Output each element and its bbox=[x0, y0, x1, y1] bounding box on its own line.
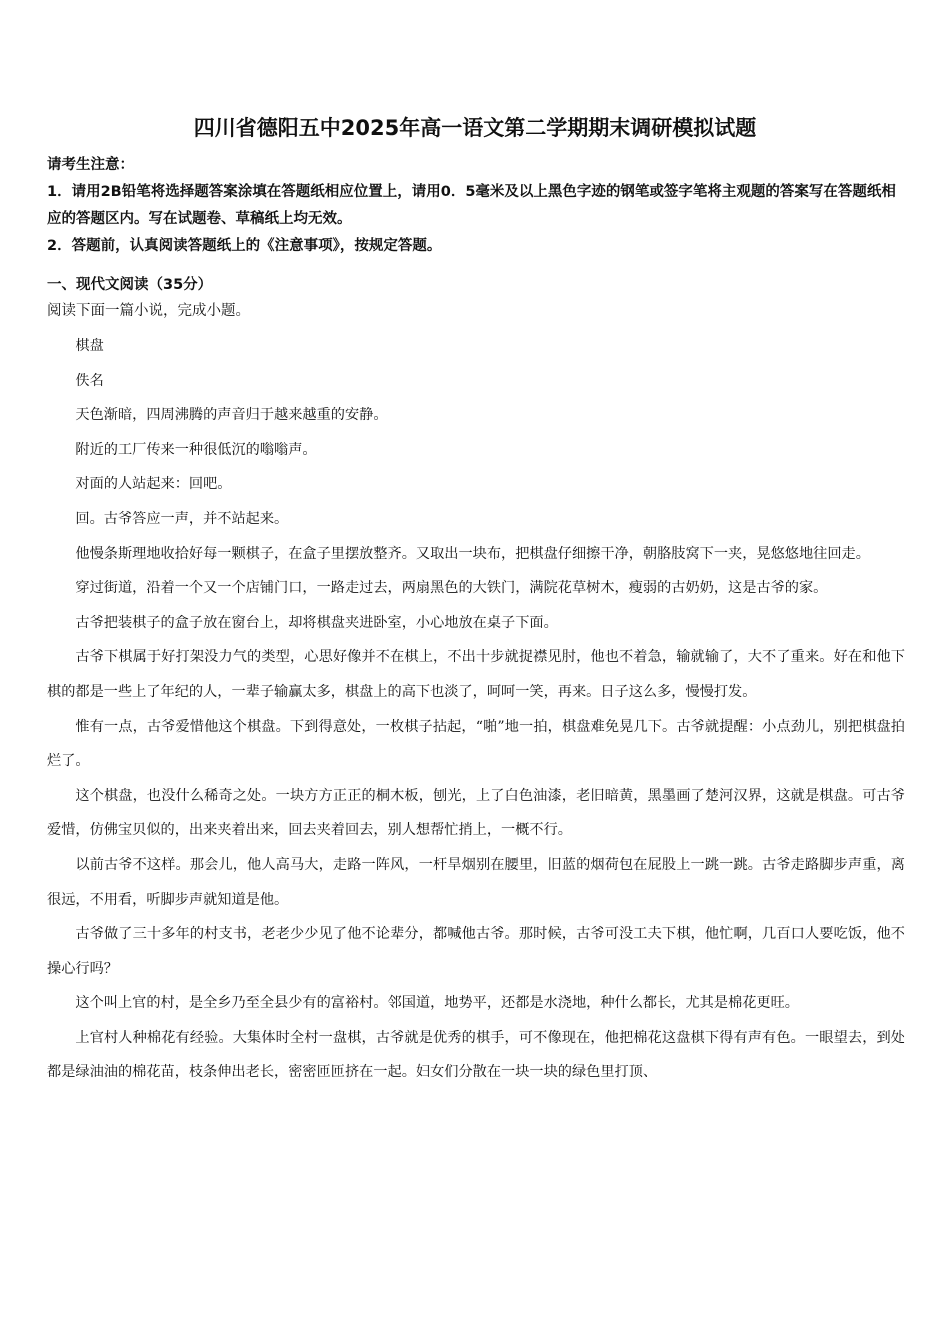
story-body bbox=[47, 329, 905, 1090]
notice-heading: 请考生注意： bbox=[47, 157, 134, 173]
section-heading: 一、现代文阅读（35分） bbox=[47, 277, 213, 293]
notice-item: 2．答题前，认真阅读答题纸上的《注意事项》，按规定答题。 bbox=[47, 238, 442, 254]
document-title: 四川省德阳五中2025年高一语文第二学期期末调研模拟试题 bbox=[193, 116, 757, 140]
story-paragraph: 他慢条斯理地收拾好每一颗棋子，在盒子里摆放整齐。又取出一块布，把棋盘仔细擦干净，朝胳肢窝下一夹，晃悠悠地往回走。 bbox=[75, 545, 870, 562]
story-paragraph: 这个叫上官的村，是全乡乃至全县少有的富裕村。邻国道，地势平，还都是水浇地，种什么都长，尤其是棉花更旺。 bbox=[75, 995, 799, 1012]
story-paragraph: 古爷把装棋子的盒子放在窗台上，却将棋盘夹进卧室，小心地放在桌子下面。 bbox=[75, 614, 558, 631]
story-paragraph: 惟有一点，古爷爱惜他这个棋盘。下到得意处，一枚棋子拈起，“啪”地一拍，棋盘难免晃几下。古爷就提醒：小点劲儿，别把棋盘拍烂了。 bbox=[47, 718, 905, 770]
story-paragraph: 这个棋盘，也没什么稀奇之处。一块方方正正的桐木板，刨光，上了白色油漆，老旧暗黄，黑墨画了楚河汉界，这就是棋盘。可古爷爱惜，仿佛宝贝似的，出来夹着出来，回去夹着回去，别人想帮忙捎上，一概不行。 bbox=[47, 787, 905, 839]
exam-notice bbox=[47, 152, 905, 260]
story-paragraph: 回。古爷答应一声，并不站起来。 bbox=[75, 510, 289, 527]
story-paragraph: 对面的人站起来：回吧。 bbox=[75, 476, 232, 493]
story-paragraph: 古爷下棋属于好打架没力气的类型，心思好像并不在棋上，不出十步就捉襟见肘，他也不着急，输就输了，大不了重来。好在和他下棋的都是一些上了年纪的人，一辈子输赢太多，棋盘上的高下也淡了，呵呵一笑，再来。日子这么多，慢慢打发。 bbox=[47, 649, 905, 700]
section-instruction: 阅读下面一篇小说，完成小题。 bbox=[47, 303, 250, 319]
story-paragraph: 古爷做了三十多年的村支书，老老少少见了他不论辈分，都喊他古爷。那时候，古爷可没工夫下棋，他忙啊，几百口人要吃饭，他不操心行吗？ bbox=[47, 926, 905, 977]
story-paragraph: 以前古爷不这样。那会儿，他人高马大，走路一阵风，一杆旱烟别在腰里，旧蓝的烟荷包在屁股上一跳一跳。古爷走路脚步声重，离很远，不用看，听脚步声就知道是他。 bbox=[47, 856, 905, 908]
story-paragraph: 天色渐暗，四周沸腾的声音归于越来越重的安静。 bbox=[75, 407, 388, 424]
story-author: 佚名 bbox=[75, 372, 104, 389]
story-paragraph: 附近的工厂传来一种很低沉的嗡嗡声。 bbox=[75, 441, 317, 458]
notice-item: 1．请用2B铅笔将选择题答案涂填在答题纸相应位置上，请用0．5毫米及以上黑色字迹的钢笔或签字笔将主观题的答案写在答题纸相应的答题区内。写在试题卷、草稿纸上均无效。 bbox=[47, 184, 896, 227]
story-title: 棋盘 bbox=[75, 338, 104, 354]
story-paragraph: 上官村人种棉花有经验。大集体时全村一盘棋，古爷就是优秀的棋手，可不像现在，他把棉花这盘棋下得有声有色。一眼望去，到处都是绿油油的棉花苗，枝条伸出老长，密密匝匝挤在一起。妇女们分散在一块一块的绿色里打顶、 bbox=[47, 1029, 905, 1081]
story-paragraph: 穿过街道，沿着一个又一个店铺门口，一路走过去，两扇黑色的大铁门，满院花草树木，瘦弱的古奶奶，这是古爷的家。 bbox=[75, 580, 828, 597]
